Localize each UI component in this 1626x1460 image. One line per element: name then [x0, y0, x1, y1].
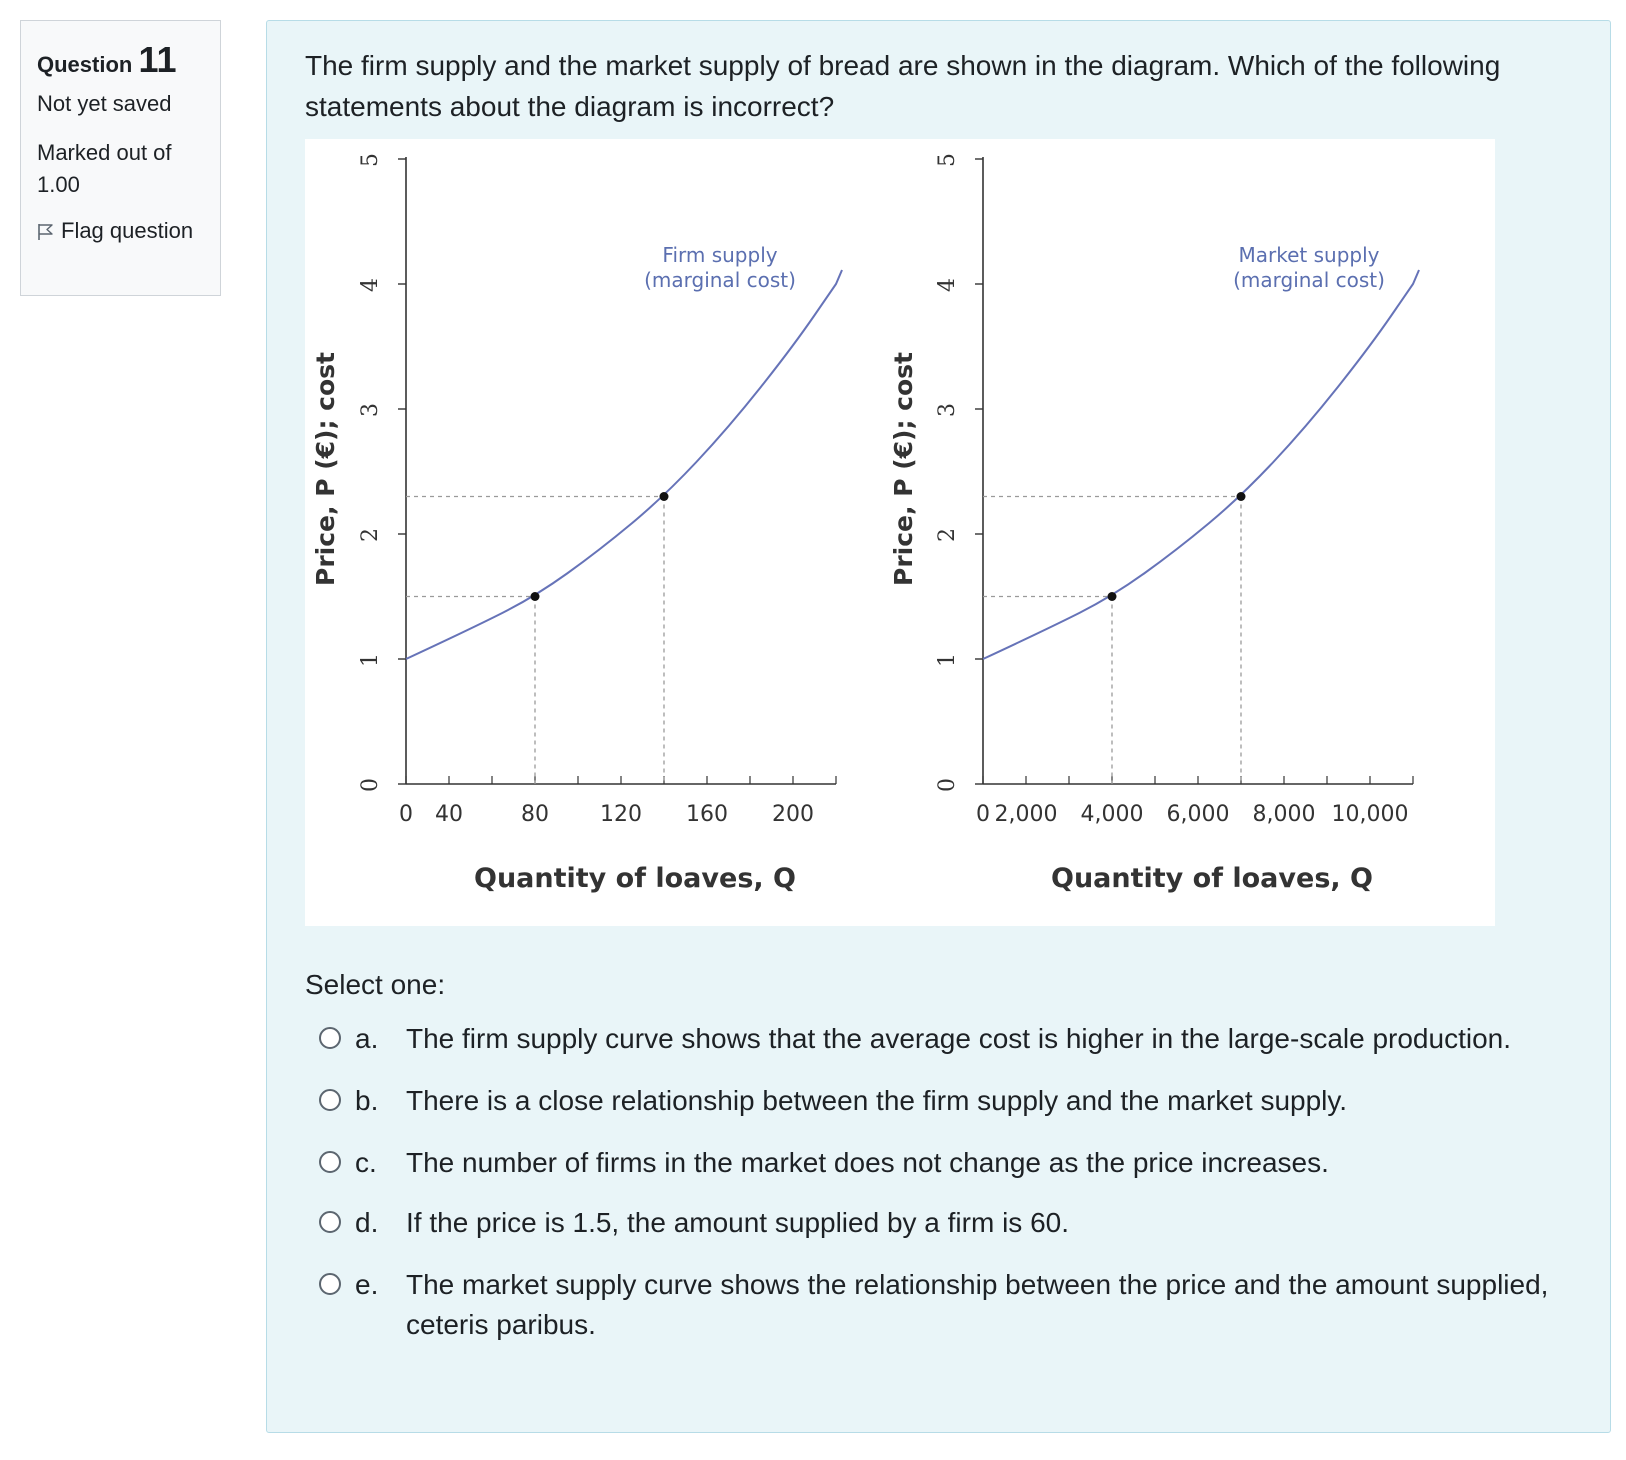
chart1-ytick-label: 3	[358, 403, 383, 417]
chart2-xtick-label: 4,000	[1080, 802, 1144, 827]
question-text: The firm supply and the market supply of bread are shown in the diagram. Which of the following statements about the diagram is incorrect?	[305, 50, 1501, 122]
chart2-ytick-label: 1	[935, 653, 960, 667]
chart2-ytick-label: 0	[935, 778, 960, 792]
option-a-letter: a.	[355, 1023, 379, 1054]
chart1-ytick-label: 5	[358, 153, 383, 167]
chart2-data-point	[1108, 592, 1117, 601]
flag-label: Flag question	[61, 218, 194, 243]
chart1-data-point	[531, 592, 540, 601]
question-info-panel	[20, 20, 221, 296]
option-d[interactable]	[319, 1203, 1579, 1243]
chart1-supply-curve	[406, 270, 842, 659]
chart2-xtick-label: 8,000	[1252, 802, 1316, 827]
chart1-ytick-label: 0	[358, 778, 383, 792]
chart2-x-axis-title: Quantity of loaves, Q	[1051, 863, 1373, 894]
option-e[interactable]	[319, 1265, 1579, 1345]
supply-diagram	[305, 139, 1495, 926]
chart1-xtick-label: 80	[521, 802, 549, 827]
chart1-xtick-label: 200	[772, 802, 814, 827]
option-c-letter: c.	[355, 1147, 377, 1178]
chart1-xtick-label: 0	[399, 802, 413, 827]
chart1-ytick-label: 4	[358, 278, 383, 292]
question-content	[266, 20, 1611, 1433]
grade-info: Marked out of 1.00	[37, 140, 172, 197]
radio-c[interactable]	[319, 1151, 341, 1173]
chart1-y-axis-title: Price, P (€); cost	[311, 352, 340, 586]
chart2-xtick-label: 0	[976, 802, 990, 827]
option-c-text: The number of firms in the market does not change as the price increases.	[406, 1147, 1329, 1178]
chart1-data-point	[660, 492, 669, 501]
option-b-text: There is a close relationship between the firm supply and the market supply.	[406, 1085, 1348, 1116]
question-number-heading	[37, 39, 206, 81]
option-e-letter: e.	[355, 1269, 379, 1300]
option-d-text: If the price is 1.5, the amount supplied by a firm is 60.	[406, 1207, 1070, 1238]
chart1-x-axis-title: Quantity of loaves, Q	[474, 863, 796, 894]
chart2-ytick-label: 2	[935, 528, 960, 542]
chart2-curve-label: Market supply	[1238, 243, 1380, 267]
option-c[interactable]	[319, 1143, 1579, 1183]
chart2-xtick-label: 6,000	[1166, 802, 1230, 827]
option-e-text: The market supply curve shows the relationship between the price and the amount supplied, ceteris paribus.	[406, 1269, 1549, 1340]
chart2-xtick-label: 2,000	[994, 802, 1058, 827]
chart1-ytick-label: 2	[358, 528, 383, 542]
option-a-text: The firm supply curve shows that the average cost is higher in the large-scale production.	[406, 1023, 1512, 1054]
chart2-curve-label: (marginal cost)	[1233, 268, 1385, 292]
question-label: Question	[37, 52, 133, 77]
chart2-ytick-label: 5	[935, 153, 960, 167]
chart2-ytick-label: 3	[935, 403, 960, 417]
chart1-xtick-label: 160	[686, 802, 728, 827]
flag-question-link[interactable]	[37, 215, 206, 247]
option-b-letter: b.	[355, 1085, 379, 1116]
flag-icon	[37, 223, 55, 241]
supply-charts-svg	[305, 139, 1495, 926]
radio-a[interactable]	[319, 1027, 341, 1049]
chart1-xtick-label: 120	[600, 802, 642, 827]
answer-options	[319, 1019, 1579, 1345]
chart1-curve-label: (marginal cost)	[644, 268, 796, 292]
question-number: 11	[138, 39, 177, 80]
chart1-xtick-label: 40	[435, 802, 463, 827]
radio-d[interactable]	[319, 1211, 341, 1233]
chart2-data-point	[1237, 492, 1246, 501]
chart2-y-axis-title: Price, P (€); cost	[889, 352, 918, 586]
radio-b[interactable]	[319, 1089, 341, 1111]
option-d-letter: d.	[355, 1207, 379, 1238]
chart1-curve-label: Firm supply	[662, 243, 778, 267]
chart2-xtick-label: 10,000	[1331, 802, 1409, 827]
select-one-prompt: Select one:	[305, 969, 446, 1000]
chart1-ytick-label: 1	[358, 653, 383, 667]
chart2-ytick-label: 4	[935, 278, 960, 292]
option-a[interactable]	[319, 1019, 1579, 1059]
radio-e[interactable]	[319, 1273, 341, 1295]
option-b[interactable]	[319, 1081, 1579, 1121]
chart2-supply-curve	[983, 270, 1419, 659]
save-state: Not yet saved	[37, 91, 172, 116]
